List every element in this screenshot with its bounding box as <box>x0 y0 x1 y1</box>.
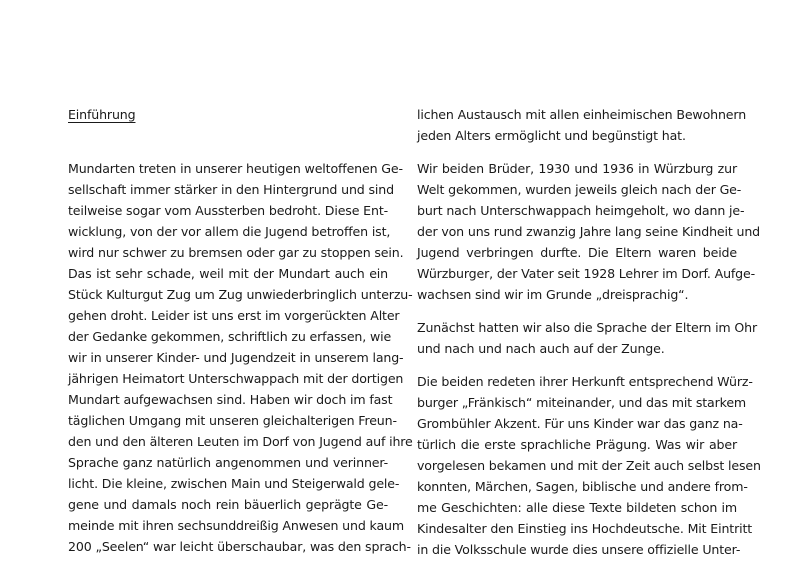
text-line: Wir beiden Brüder, 1930 und 1936 in Würzburg zur <box>417 161 737 176</box>
text-line: gene und damals noch rein bäuerlich geprägte Ge- <box>68 497 388 512</box>
text-line: täglichen Umgang mit unseren gleichalterigen Freun- <box>68 413 397 428</box>
right-paragraph-1 <box>417 104 747 146</box>
text-line: burger „Fränkisch“ miteinander, und das mit starkem <box>417 395 747 410</box>
text-line: me Geschichten: alle diese Texte bildeten schon im <box>417 500 737 515</box>
text-line: und nach und nach auch auf der Zunge. <box>417 341 665 356</box>
text-line: burt nach Unterschwappach heimgeholt, wo dann je- <box>417 203 745 218</box>
paragraph-gap <box>417 359 737 371</box>
text-line: den und den älteren Leuten im Dorf von Jugend auf ihre <box>68 434 413 449</box>
section-heading: Einführung <box>68 107 136 122</box>
text-line: wachsen sind wir im Grunde „dreisprachig“. <box>417 287 689 302</box>
text-line: Sprache ganz natürlich angenommen und verinner- <box>68 455 388 470</box>
right-paragraph-4 <box>417 371 761 560</box>
paragraph-gap <box>417 305 737 317</box>
text-line: in die Volksschule wurde dies unsere offizielle Unter- <box>417 542 741 557</box>
text-line: lichen Austausch mit allen einheimischen Bewohnern <box>417 107 747 122</box>
text-line: der von uns rund zwanzig Jahre lang seine Kindheit und <box>417 224 761 239</box>
text-line: Das ist sehr schade, weil mit der Mundart auch ein <box>68 266 388 281</box>
text-line: Stück Kulturgut Zug um Zug unwiederbringlich unterzu- <box>68 287 413 302</box>
right-paragraph-3 <box>417 317 758 359</box>
text-line: Mundarten treten in unserer heutigen weltoffenen Ge- <box>68 161 403 176</box>
text-line: jeden Alters ermöglicht und begünstigt hat. <box>417 128 686 143</box>
left-paragraph <box>68 158 413 557</box>
text-line: türlich die erste sprachliche Prägung. Was wir aber <box>417 437 737 452</box>
text-line: Die beiden redeten ihrer Herkunft entsprechend Würz- <box>417 374 753 389</box>
text-line: sellschaft immer stärker in den Hintergrund und sind <box>68 182 394 197</box>
text-line: licht. Die kleine, zwischen Main und Steigerwald gele- <box>68 476 400 491</box>
text-line: wicklung, von der vor allem die Jugend betroffen ist, <box>68 224 391 239</box>
text-line: vorgelesen bekamen und mit der Zeit auch selbst lesen <box>417 458 761 473</box>
text-line: Zunächst hatten wir also die Sprache der Eltern im Ohr <box>417 320 758 335</box>
text-line: Würzburger, der Vater seit 1928 Lehrer im Dorf. Aufge- <box>417 266 756 281</box>
text-line: der Gedanke gekommen, schriftlich zu erfassen, wie <box>68 329 392 344</box>
text-line: Grombühler Akzent. Für uns Kinder war das ganz na- <box>417 416 743 431</box>
text-line: 200 „Seelen“ war leicht überschaubar, was den sprach- <box>68 539 411 554</box>
text-line: Kindesalter den Einstieg ins Hochdeutsche. Mit Eintritt <box>417 521 753 536</box>
text-line: Jugend verbringen durfte. Die Eltern waren beide <box>417 245 737 260</box>
text-line: wird nur schwer zu bremsen oder gar zu stoppen sein. <box>68 245 404 260</box>
text-line: Welt gekommen, wurden jeweils gleich nach der Ge- <box>417 182 742 197</box>
text-line: wir in unserer Kinder- und Jugendzeit in unserem lang- <box>68 350 404 365</box>
text-line: jährigen Heimatort Unterschwappach mit der dortigen <box>68 371 404 386</box>
right-column <box>417 104 761 560</box>
text-line: gehen droht. Leider ist uns erst im vorgerückten Alter <box>68 308 400 323</box>
text-line: meinde mit ihren sechsunddreißig Anwesen und kaum <box>68 518 404 533</box>
left-column <box>68 104 413 557</box>
text-line: Mundart aufgewachsen sind. Haben wir doch im fast <box>68 392 393 407</box>
paragraph-gap <box>417 146 737 158</box>
right-paragraph-2 <box>417 158 761 305</box>
text-line: teilweise sogar vom Aussterben bedroht. Diese Ent- <box>68 203 388 218</box>
text-line: konnten, Märchen, Sagen, biblische und andere from- <box>417 479 748 494</box>
